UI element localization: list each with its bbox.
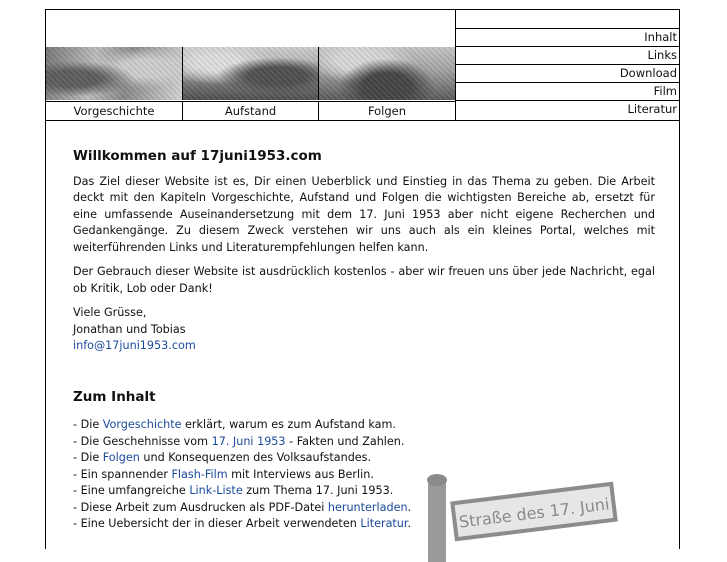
nav-item-film[interactable]: Film — [456, 83, 680, 101]
list-item-text: - Diese Arbeit zum Ausdrucken als PDF-Datei — [73, 500, 328, 514]
list-item — [73, 417, 655, 434]
list-item-text: - Fakten und Zahlen. — [285, 434, 405, 448]
nav-item-links[interactable]: Links — [456, 47, 680, 65]
list-item-text: . — [407, 517, 412, 530]
welcome-title: Willkommen auf 17juni1953.com — [73, 148, 322, 164]
link-flash-film[interactable]: Flash-Film — [171, 467, 228, 481]
nav-item-download[interactable]: Download — [456, 65, 680, 83]
header-photo-aufstand[interactable] — [183, 47, 319, 100]
greeting-block — [73, 305, 655, 355]
list-item-text: - Ein spannender — [73, 467, 172, 481]
list-item-text: - Eine umfangreiche — [73, 484, 190, 497]
list-item-text: - Die — [73, 451, 103, 464]
list-item — [73, 434, 655, 451]
tab-folgen[interactable]: Folgen — [319, 102, 456, 121]
list-item-text: . — [407, 500, 412, 514]
header-tabs — [46, 101, 455, 121]
street-sign-text: Straße des 17. Juni — [457, 494, 611, 532]
site-header — [46, 10, 679, 121]
list-item-text: und Konsequenzen des Volksaufstandes. — [139, 451, 372, 464]
link-folgen[interactable]: Folgen — [102, 451, 140, 464]
nav-item-literatur[interactable]: Literatur — [627, 102, 677, 116]
tab-vorgeschichte[interactable]: Vorgeschichte — [46, 102, 183, 121]
link-herunterladen[interactable]: herunterladen — [327, 500, 408, 514]
usage-paragraph: Der Gebrauch dieser Website ist ausdrücklich kostenlos - aber wir freuen uns über jede Nachricht, egal ob Kritik, Lob oder Dank! — [73, 265, 655, 295]
list-item-text: - Die Geschehnisse vom — [73, 434, 212, 448]
list-item-text: zum Thema 17. Juni 1953. — [242, 484, 394, 497]
list-item-text: - Eine Uebersicht der in dieser Arbeit verwendeten — [73, 517, 361, 530]
right-nav-spacer — [456, 10, 680, 29]
list-item-text: - Die — [73, 418, 103, 431]
greeting-line: Viele Grüsse, — [73, 306, 147, 319]
header-photo-folgen[interactable] — [319, 47, 455, 100]
header-blank-area — [46, 10, 455, 48]
inhalt-title: Zum Inhalt — [73, 388, 156, 405]
header-photo-vorgeschichte[interactable] — [46, 47, 183, 100]
link-vorgeschichte[interactable]: Vorgeschichte — [102, 418, 182, 431]
right-nav — [455, 10, 680, 120]
link-literatur[interactable]: Literatur — [360, 517, 408, 530]
email-link[interactable]: info@17juni1953.com — [73, 339, 196, 352]
intro-paragraph: Das Ziel dieser Website ist es, Dir einen Ueberblick und Einstieg in das Thema zu geben. Die Arbeit deckt mit den Kapiteln Vorgeschichte, Aufstand und Folgen die wichtigsten Bereiche ab, ersetzt für eine umfassende Auseinandersetzung mit dem 17. Juni 1953 aber nicht eigene Recherchen und Gedankengänge. Zu diesem Zweck verstehen wir uns auch als ein kleines Portal, welches mit weiterführenden Links und Literaturempfehlungen helfen kann. — [73, 174, 655, 254]
tab-aufstand[interactable]: Aufstand — [183, 102, 319, 121]
author-names: Jonathan und Tobias — [73, 322, 186, 336]
link-17-juni-1953[interactable]: 17. Juni 1953 — [211, 434, 286, 448]
link-link-liste[interactable]: Link-Liste — [189, 484, 243, 497]
list-item-text: mit Interviews aus Berlin. — [227, 467, 374, 481]
street-sign-image — [420, 462, 620, 562]
list-item-text: erklärt, warum es zum Aufstand kam. — [181, 418, 396, 431]
nav-item-inhalt[interactable]: Inhalt — [456, 29, 680, 47]
